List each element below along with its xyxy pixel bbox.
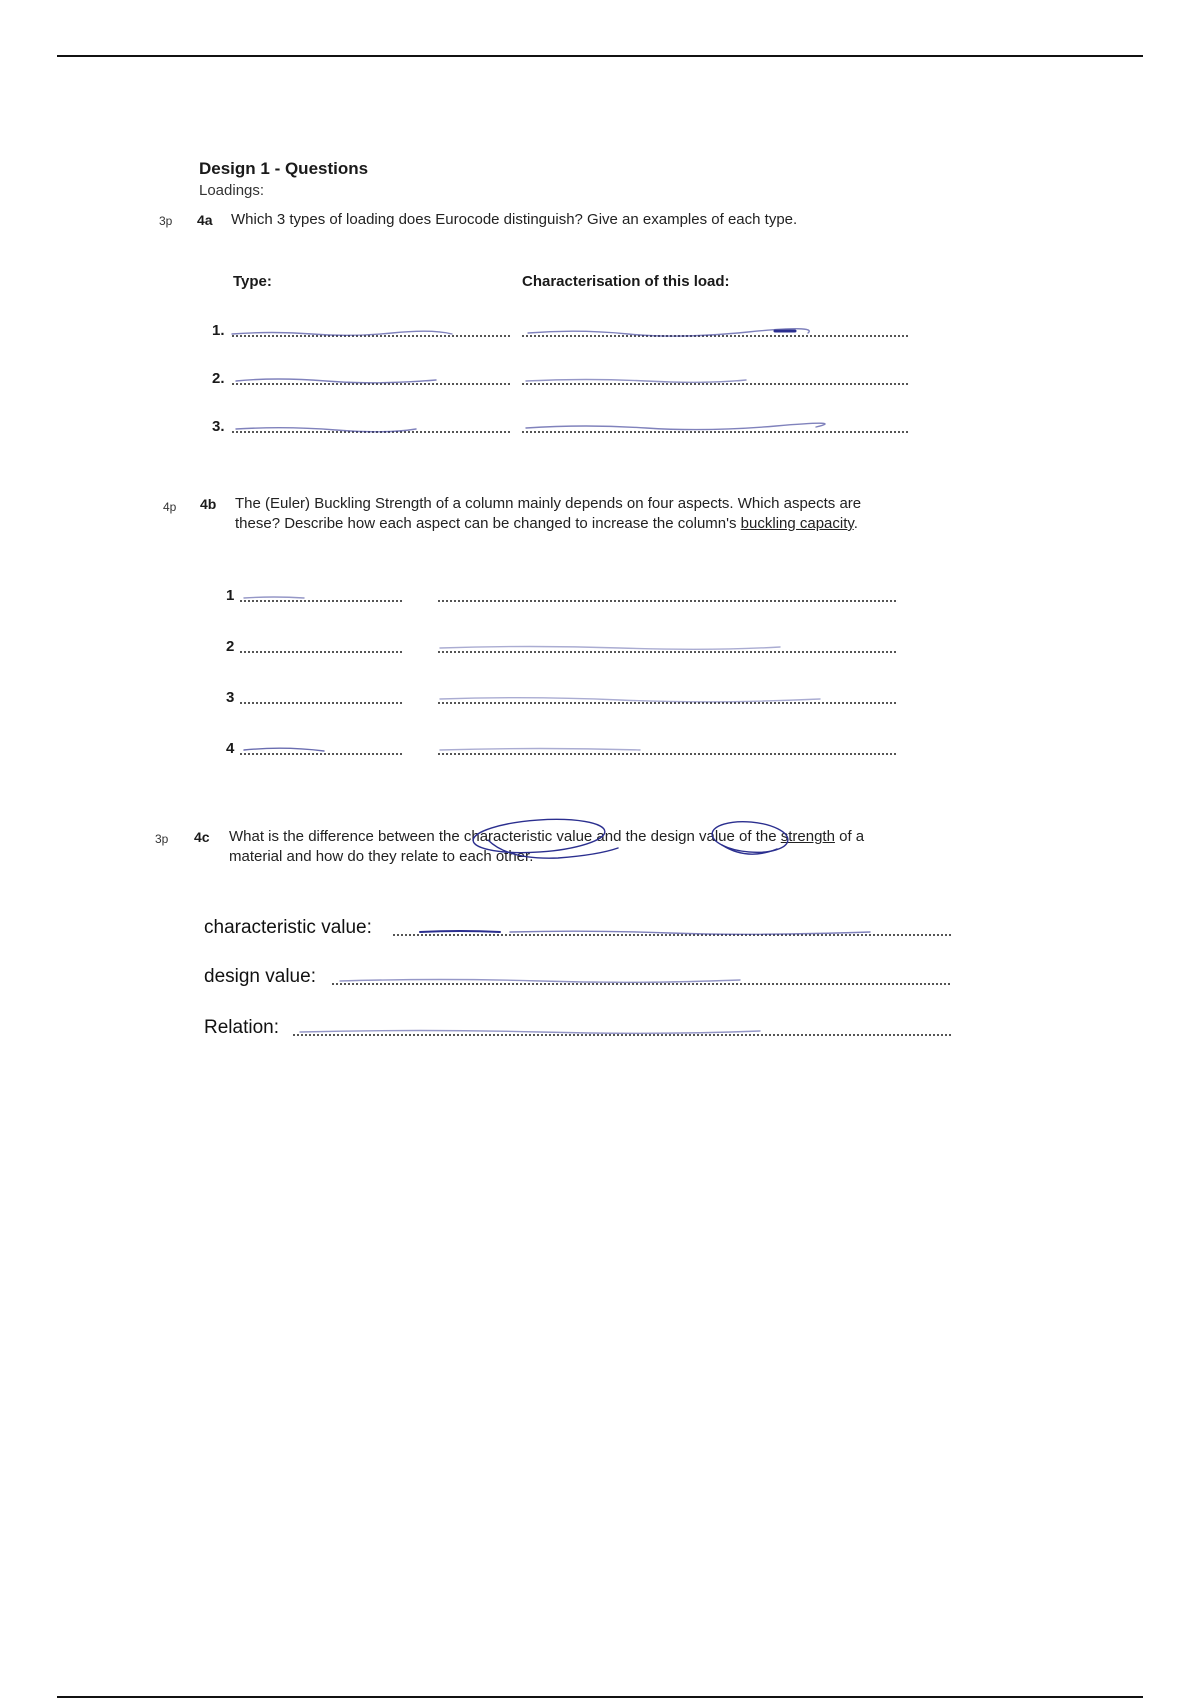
q4a-row-2-number: 2.	[212, 370, 225, 387]
q4a-number: 4a	[197, 212, 213, 228]
q4a-col-characterisation: Characterisation of this load:	[522, 273, 730, 290]
q4c-relation-label: Relation:	[204, 1017, 279, 1038]
q4a-row-1-number: 1.	[212, 322, 225, 339]
q4b-underlined-term: buckling capacity	[740, 515, 854, 532]
q4b-text-line2: these? Describe how each aspect can be changed to increase the column's buckling capacity.	[235, 515, 858, 532]
q4b-text-line1: The (Euler) Buckling Strength of a column mainly depends on four aspects. Which aspects are	[235, 495, 862, 512]
q4b-row-2-number: 2	[226, 638, 235, 655]
q4b-row-1-number: 1	[226, 587, 235, 604]
q4c-number: 4c	[194, 829, 210, 845]
q4a-text: Which 3 types of loading does Eurocode distinguish? Give an examples of each type.	[231, 211, 798, 228]
q4a-col-type: Type:	[233, 273, 272, 290]
q4c-points: 3p	[155, 832, 169, 846]
q4c-text-line2: material and how do they relate to each other.	[229, 848, 534, 865]
q4c-underlined-term: strength	[780, 828, 835, 845]
q4a-row-3-number: 3.	[212, 418, 225, 435]
section-subtitle: Loadings:	[199, 182, 265, 199]
q4b-number: 4b	[200, 496, 217, 512]
page-title: Design 1 - Questions	[199, 159, 369, 178]
q4a-points: 3p	[159, 214, 173, 228]
q4c-text-line1: What is the difference between the characteristic value and the design value of the strength of a	[229, 828, 865, 845]
q4b-points: 4p	[163, 500, 177, 514]
q4c-design-label: design value:	[204, 966, 316, 987]
q4b-row-3-number: 3	[226, 689, 235, 706]
q4c-characteristic-label: characteristic value:	[204, 917, 372, 938]
q4b-row-4-number: 4	[226, 740, 235, 757]
